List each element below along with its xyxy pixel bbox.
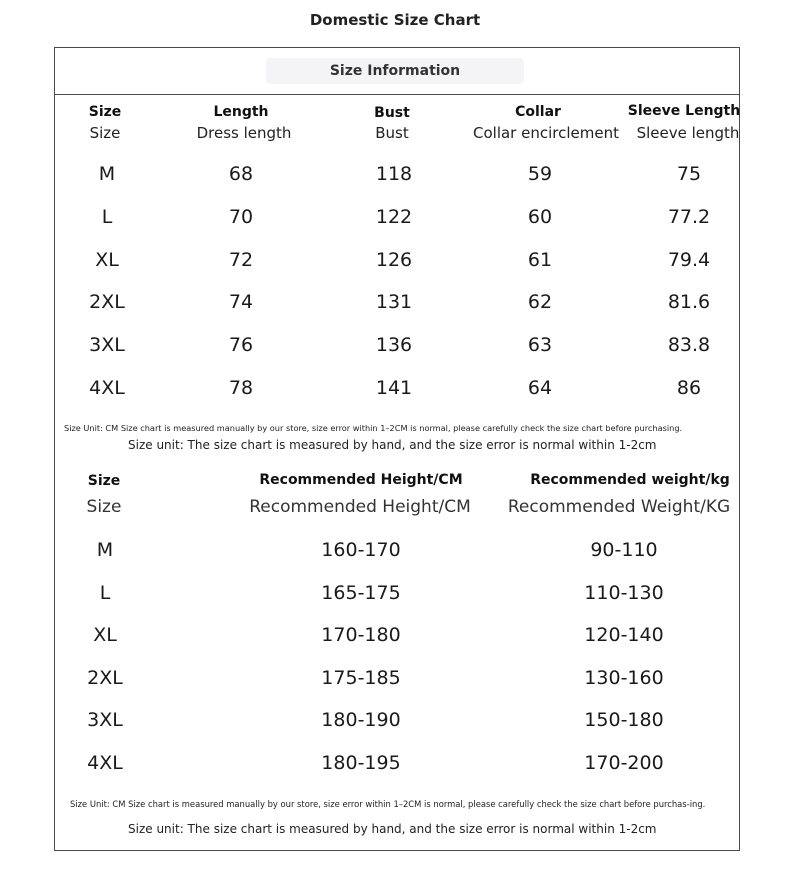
t1-cell-bust: 141 [375, 377, 413, 399]
t2-cell-height: 180-190 [321, 709, 401, 731]
t1-cell-length: 72 [228, 249, 254, 271]
t2-cell-height: 160-170 [321, 539, 401, 561]
t2-cell-weight: 90-110 [590, 539, 658, 561]
t1-header-bust: Bust [374, 105, 410, 121]
t1-cell-sleeve: 79.4 [667, 249, 711, 271]
t1-cell-collar: 59 [527, 163, 553, 185]
t1-cell-collar: 64 [527, 377, 553, 399]
t1-header-size-sub: Size [89, 124, 121, 142]
t1-header-length: Length [213, 104, 269, 120]
t2-cell-size: 3XL [87, 709, 123, 731]
t1-cell-size: 4XL [89, 377, 125, 399]
t2-cell-height: 180-195 [321, 752, 401, 774]
t2-cell-weight: 150-180 [584, 709, 664, 731]
t2-cell-size: M [96, 539, 114, 561]
t1-cell-sleeve: 75 [676, 163, 702, 185]
t2-cell-height: 165-175 [321, 582, 401, 604]
t1-note-small: Size Unit: CM Size chart is measured manually by our store, size error within 1–2CM is normal, please carefully check the size chart before purchasing. [64, 423, 683, 433]
t2-header-size: Size [87, 473, 121, 489]
t1-header-sleeve-sub: Sleeve length [636, 124, 740, 142]
t1-cell-bust: 126 [375, 249, 413, 271]
t1-cell-sleeve: 81.6 [667, 291, 711, 313]
t1-cell-size: M [98, 163, 116, 185]
t1-header-sleeve: Sleeve Length [627, 103, 741, 119]
t1-header-size: Size [88, 104, 122, 120]
t1-header-collar-sub: Collar encirclement [473, 124, 619, 142]
t1-header-bust-sub: Bust [375, 124, 409, 142]
t1-header-length-sub: Dress length [196, 124, 292, 142]
t1-note-line: Size unit: The size chart is measured by hand, and the size error is normal within 1-2cm [128, 438, 657, 452]
t1-cell-sleeve: 77.2 [667, 206, 711, 228]
t2-cell-weight: 110-130 [584, 582, 664, 604]
t1-cell-length: 76 [228, 334, 254, 356]
t1-cell-collar: 61 [527, 249, 553, 271]
t2-cell-weight: 170-200 [584, 752, 664, 774]
t1-cell-length: 70 [228, 206, 254, 228]
t2-note-small: Size Unit: CM Size chart is measured manually by our store, size error within 1–2CM is normal, please carefully check the size chart before purchas-ing. [70, 799, 706, 809]
t1-cell-size: L [101, 206, 113, 228]
t1-cell-collar: 62 [527, 291, 553, 313]
t2-cell-size: 4XL [87, 752, 123, 774]
t2-cell-height: 170-180 [321, 624, 401, 646]
t1-cell-bust: 122 [375, 206, 413, 228]
t2-cell-size: L [99, 582, 111, 604]
t1-cell-size: XL [95, 249, 119, 271]
t1-cell-size: 2XL [89, 291, 125, 313]
t1-cell-length: 74 [228, 291, 254, 313]
t2-cell-size: 2XL [87, 667, 123, 689]
t1-header-collar: Collar [515, 104, 561, 120]
t2-header-height: Recommended Height/CM [259, 472, 463, 488]
t2-cell-size: XL [93, 624, 117, 646]
t2-header-weight-sub: Recommended Weight/KG [507, 497, 731, 517]
page-title: Domestic Size Chart [309, 11, 481, 29]
t1-cell-collar: 63 [527, 334, 553, 356]
t1-cell-size: 3XL [89, 334, 125, 356]
t1-cell-bust: 131 [375, 291, 413, 313]
t1-cell-collar: 60 [527, 206, 553, 228]
t2-note-line: Size unit: The size chart is measured by hand, and the size error is normal within 1-2cm [128, 822, 657, 836]
t2-cell-weight: 130-160 [584, 667, 664, 689]
size-information-label: Size Information [266, 58, 524, 84]
t1-cell-sleeve: 86 [676, 377, 702, 399]
header-divider [54, 94, 740, 95]
t1-cell-length: 78 [228, 377, 254, 399]
t2-cell-weight: 120-140 [584, 624, 664, 646]
t1-cell-bust: 118 [375, 163, 413, 185]
t1-cell-bust: 136 [375, 334, 413, 356]
t1-cell-length: 68 [228, 163, 254, 185]
t2-cell-height: 175-185 [321, 667, 401, 689]
t1-cell-sleeve: 83.8 [667, 334, 711, 356]
t2-header-height-sub: Recommended Height/CM [249, 497, 471, 517]
t2-header-size-sub: Size [86, 497, 122, 517]
t2-header-weight: Recommended weight/kg [530, 472, 730, 488]
